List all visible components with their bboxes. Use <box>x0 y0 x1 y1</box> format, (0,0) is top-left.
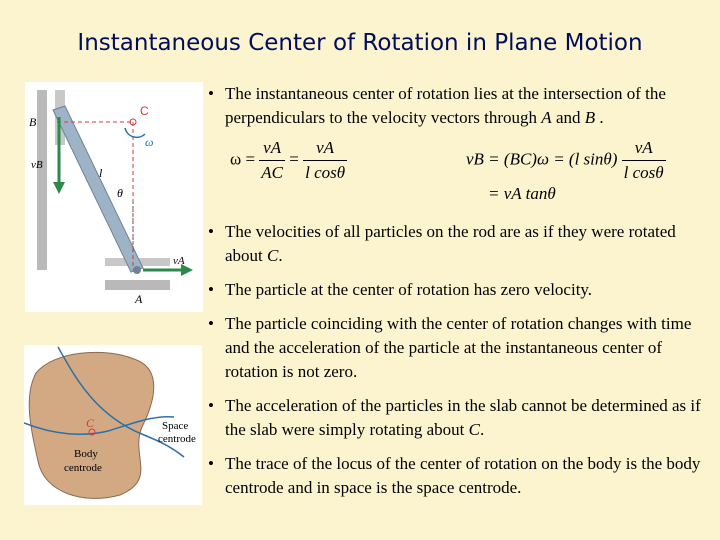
omega-equation <box>230 136 347 185</box>
rod <box>53 106 143 272</box>
vb-lhs: vB = (BC)ω = (l sinθ) <box>466 149 618 169</box>
vb-equation <box>466 136 666 185</box>
fraction-va-lcos-2 <box>622 136 666 185</box>
lcos-denominator-2: l cosθ <box>623 163 664 182</box>
bullet-2-post: . <box>278 246 283 265</box>
bullet-item <box>204 278 714 302</box>
label-body-centrode: centrode <box>64 462 102 474</box>
end-a-pin <box>133 266 141 274</box>
label-space: Space <box>162 420 189 432</box>
bullet-1-b: B <box>584 108 596 127</box>
bullet-item <box>204 220 714 268</box>
label-theta: θ <box>117 186 123 200</box>
bullet-6-text: The trace of the locus of the center of rotation on the body is the body centrode and in space is the space centrode. <box>225 454 701 497</box>
va-numerator: vA <box>263 138 282 157</box>
label-c-slab: C <box>86 416 95 430</box>
label-body: Body <box>74 448 98 460</box>
va-tan-theta: = vA tanθ <box>488 184 556 203</box>
vb-arrowhead <box>53 182 65 194</box>
rod-diagram <box>25 82 203 312</box>
label-c: C <box>140 104 149 118</box>
label-b: B <box>29 115 37 129</box>
equations-block <box>204 136 714 206</box>
bullet-item <box>204 312 714 384</box>
omega-arc <box>125 128 145 137</box>
va-numerator-3: vA <box>634 138 653 157</box>
bullet-2-c: C <box>267 246 279 265</box>
fraction-va-lcos <box>303 136 347 185</box>
label-vb: vB <box>31 159 43 171</box>
bullet-1-a: A <box>541 108 552 127</box>
bullet-dot: • <box>208 84 214 103</box>
slab-diagram <box>24 345 202 505</box>
bullet-dot: • <box>208 454 214 473</box>
wall-guide <box>37 90 47 270</box>
bullet-5-pre: The acceleration of the particles in the slab cannot be determined as if the slab were simply rotating about <box>225 396 701 439</box>
bullet-dot: • <box>208 222 214 241</box>
ac-denominator: AC <box>261 163 284 182</box>
bullet-4-text: The particle coinciding with the center of rotation changes with time and the acceleration of the particle at the instantaneous center of rotation is not zero. <box>225 314 692 381</box>
label-space-centrode: centrode <box>158 433 196 445</box>
va-numerator-2: vA <box>316 138 335 157</box>
bullet-dot: • <box>208 280 214 299</box>
floor-guide-bottom <box>105 280 170 290</box>
bullet-5-c: C <box>468 420 480 439</box>
rod-figure <box>25 82 203 312</box>
lcos-denominator: l cosθ <box>305 163 346 182</box>
bullet-3-text: The particle at the center of rotation has zero velocity. <box>225 280 593 299</box>
bullet-dot: • <box>208 314 214 333</box>
label-va: vA <box>173 255 185 267</box>
slab-figure <box>24 345 202 505</box>
bullet-1-pre: The instantaneous center of rotation lies at the intersection of the perpendiculars to the velocity vectors through <box>225 84 666 127</box>
bullet-item <box>204 394 714 442</box>
bullet-item <box>204 82 714 130</box>
equals-sign: = <box>289 149 299 169</box>
fraction-va-ac <box>259 136 285 185</box>
bullet-item <box>204 452 714 500</box>
label-l: l <box>99 166 103 180</box>
label-a: A <box>135 292 143 306</box>
omega-lhs: ω = <box>230 149 256 169</box>
bullet-list <box>204 82 714 500</box>
bullet-5-post: . <box>479 420 485 439</box>
slide-title: Instantaneous Center of Rotation in Plane Motion <box>77 30 643 56</box>
bullet-1-post: . <box>595 108 604 127</box>
bullet-dot: • <box>208 396 214 415</box>
bullet-1-mid: and <box>551 108 585 127</box>
bullet-2-pre: The velocities of all particles on the rod are as if they were rotated about <box>225 222 676 265</box>
label-omega: ω <box>145 135 154 149</box>
vb-equation-line2 <box>488 182 556 206</box>
